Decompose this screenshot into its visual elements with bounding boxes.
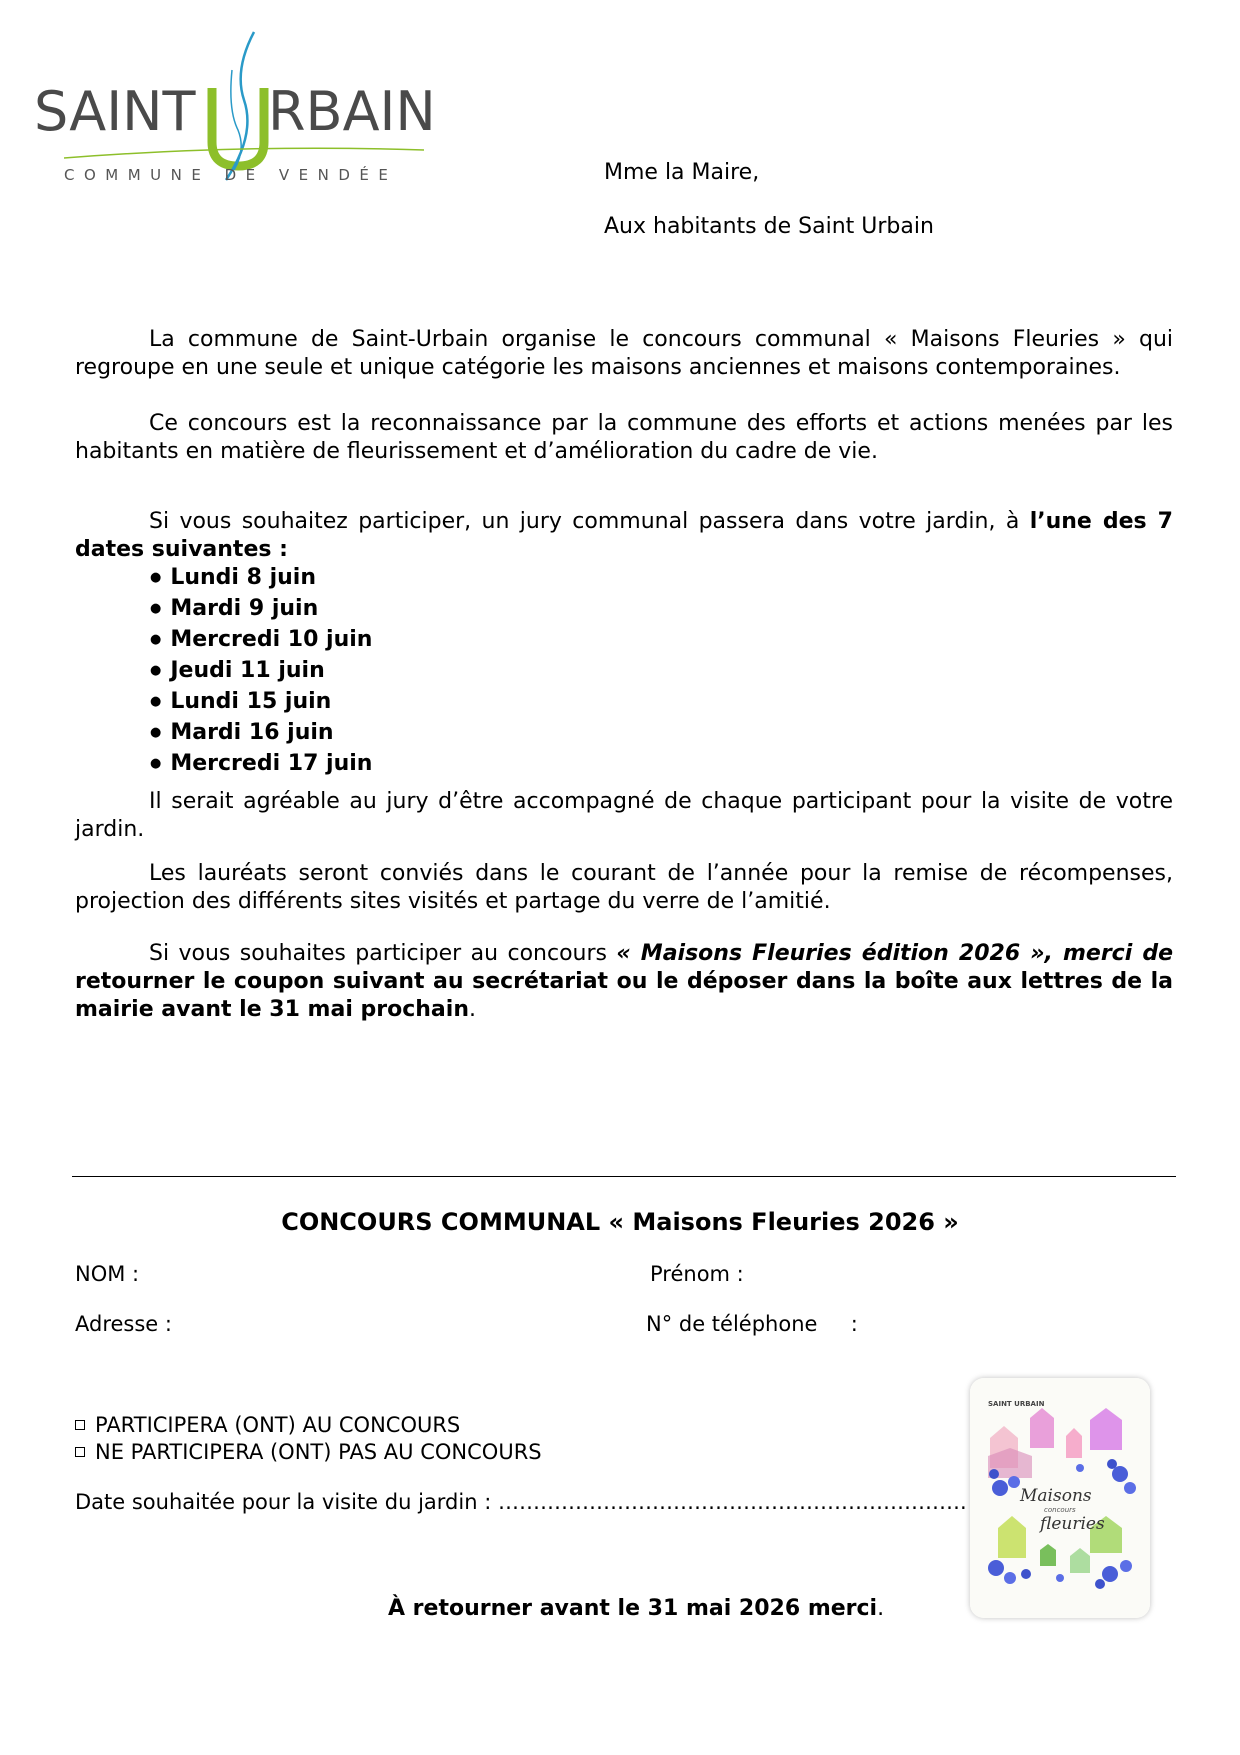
visit-date-line: Date souhaitée pour la visite du jardin : …………………………………………………………. bbox=[75, 1490, 967, 1514]
prenom-label: Prénom : bbox=[650, 1262, 744, 1286]
paragraph-accompany: Il serait agréable au jury d’être accompagné de chaque participant pour la visite de votre jardin. bbox=[75, 789, 1173, 842]
coupon-title: CONCOURS COMMUNAL « Maisons Fleuries 2026 » bbox=[281, 1208, 959, 1236]
poster-title-fleuries: fleuries bbox=[1040, 1514, 1105, 1534]
option-participate[interactable]: PARTICIPERA (ONT) AU CONCOURS bbox=[75, 1412, 460, 1439]
paragraph-laureates: Les lauréats seront conviés dans le courant de l’année pour la remise de récompenses, projection des différents sites visités et partage du verre de l’amitié. bbox=[75, 861, 1173, 914]
poster-title-concours: concours bbox=[1044, 1506, 1076, 1514]
logo-swoosh bbox=[64, 142, 434, 162]
return-note: À retourner avant le 31 mai 2026 merci. bbox=[388, 1596, 885, 1621]
date-item: ● Mercredi 10 juin bbox=[150, 626, 372, 657]
date-item: ● Jeudi 11 juin bbox=[150, 657, 372, 688]
addressee-line: Aux habitants de Saint Urbain bbox=[604, 214, 934, 239]
logo-word-saint: SAINT bbox=[34, 80, 196, 143]
saint-urbain-logo bbox=[34, 30, 434, 190]
sender-line: Mme la Maire, bbox=[604, 160, 760, 185]
date-item: ● Lundi 15 juin bbox=[150, 688, 372, 719]
date-item: ● Mercredi 17 juin bbox=[150, 750, 372, 781]
checkbox-icon[interactable] bbox=[75, 1420, 85, 1430]
paragraph-intro: La commune de Saint-Urbain organise le concours communal « Maisons Fleuries » qui regroupe en une seule et unique catégorie les maisons anciennes et maisons contemporaines. bbox=[75, 327, 1173, 380]
paragraph-recognition: Ce concours est la reconnaissance par la commune des efforts et actions menées par les habitants en matière de fleurissement et d’amélioration du cadre de vie. bbox=[75, 411, 1173, 464]
telephone-label: N° de téléphone : bbox=[646, 1312, 858, 1336]
date-item: ● Mardi 9 juin bbox=[150, 595, 372, 626]
nom-label: NOM : bbox=[75, 1262, 140, 1286]
paragraph-jury: Si vous souhaitez participer, un jury communal passera dans votre jardin, à l’une des 7 dates suivantes : bbox=[75, 509, 1173, 562]
logo-word-rbain: RBAIN bbox=[268, 80, 436, 143]
checkbox-icon[interactable] bbox=[75, 1447, 85, 1457]
maisons-fleuries-poster bbox=[970, 1378, 1150, 1618]
date-item: ● Mardi 16 juin bbox=[150, 719, 372, 750]
adresse-label: Adresse : bbox=[75, 1312, 172, 1336]
paragraph-return-coupon: Si vous souhaites participer au concours « Maisons Fleuries édition 2026 », merci de retourner le coupon suivant au secrétariat ou le déposer dans la boîte aux lettres de la mairie avant le 31 mai prochain. bbox=[75, 941, 1173, 1022]
poster-brand: SAINT URBAIN bbox=[988, 1400, 1045, 1408]
coupon-divider bbox=[72, 1176, 1176, 1177]
dates-list bbox=[150, 564, 372, 781]
poster-title-maisons: Maisons bbox=[1020, 1486, 1092, 1506]
logo-tagline: COMMUNE DE VENDÉE bbox=[64, 166, 398, 184]
date-item: ● Lundi 8 juin bbox=[150, 564, 372, 595]
option-not-participate[interactable]: NE PARTICIPERA (ONT) PAS AU CONCOURS bbox=[75, 1439, 542, 1466]
